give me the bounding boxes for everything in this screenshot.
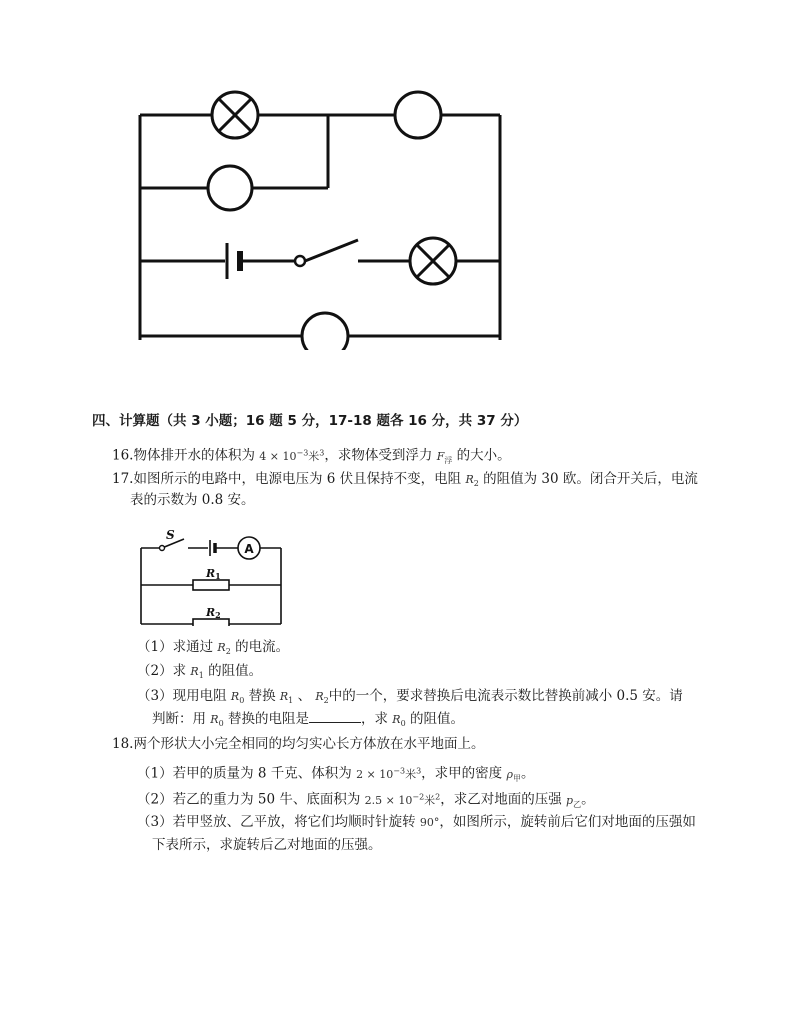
answer-blank[interactable] [309, 710, 361, 723]
q18-sub3-line1: （3）若甲竖放、乙平放，将它们均顺时针旋转 90°，如图所示，旋转前后它们对地面的压强如 [137, 814, 696, 830]
switch-label: S [166, 528, 175, 542]
question-18: 18.两个形状大小完全相同的均匀实心长方体放在水平地面上。 [112, 736, 485, 752]
resistor-r1 [193, 580, 229, 590]
q18-sub2: （2）若乙的重力为 50 牛、底面积为 $2.5 \times 10^{-2}$米$^2$，求乙对地面的压强 $p_乙$。 [137, 791, 595, 809]
q16-number: 16. [112, 447, 134, 464]
lamp-top-left [212, 92, 258, 138]
q17-sub3-line2: 判断：用 $R_0$ 替换的电阻是 ，求 $R_0$ 的阻值。 [152, 711, 464, 729]
section-title: 四、计算题（共 3 小题；16 题 5 分，17-18 题各 16 分，共 37 分） [92, 413, 528, 429]
circuit-diagram-q17 [136, 528, 286, 626]
q17-sub3-line1: （3）现用电阻 $R_0$ 替换 $R_1$ 、 $R_2$中的一个，要求替换后电流表示数比替换前减小 0.5 安。请 [137, 688, 683, 706]
q16-text-c: 的大小。 [456, 447, 511, 464]
meter-bottom [302, 313, 348, 350]
question-16 [112, 444, 511, 470]
r2-label: R2 [206, 606, 221, 620]
resistor-r2 [193, 619, 229, 626]
q18-sub3-line2: 下表所示，求旋转后乙对地面的压强。 [152, 837, 382, 853]
q17-sub2: （2）求 $R_1$ 的阻值。 [137, 663, 263, 681]
q16-text-a: 物体排开水的体积为 [133, 447, 255, 464]
q16-force-symbol: $F_浮$ [436, 449, 453, 465]
ammeter-label: A [244, 542, 254, 556]
question-17-line2: 表的示数为 0.8 安。 [130, 492, 255, 508]
meter-middle [208, 166, 252, 210]
switch-contact [160, 546, 165, 551]
r1-label: R1 [206, 567, 221, 581]
lamp-right [410, 238, 456, 284]
meter-top-right [395, 92, 441, 138]
switch-pivot [295, 256, 305, 266]
q16-volume: $4 \times 10^{-3}$米$^3$ [259, 448, 325, 463]
circuit-diagram-lamps [130, 80, 510, 350]
q18-sub1: （1）若甲的质量为 8 千克、体积为 $2 \times 10^{-3}$米$^3$，求甲的密度 $\rho_甲$。 [137, 765, 535, 783]
q17-sub1: （1）求通过 $R_2$ 的电流。 [137, 639, 290, 657]
q16-text-b: ，求物体受到浮力 [324, 447, 433, 464]
question-17-line1: 17.如图所示的电路中，电源电压为 6 伏且保持不变，电阻 $R_2$ 的阻值为 30 欧。闭合开关后，电流 [112, 471, 698, 489]
